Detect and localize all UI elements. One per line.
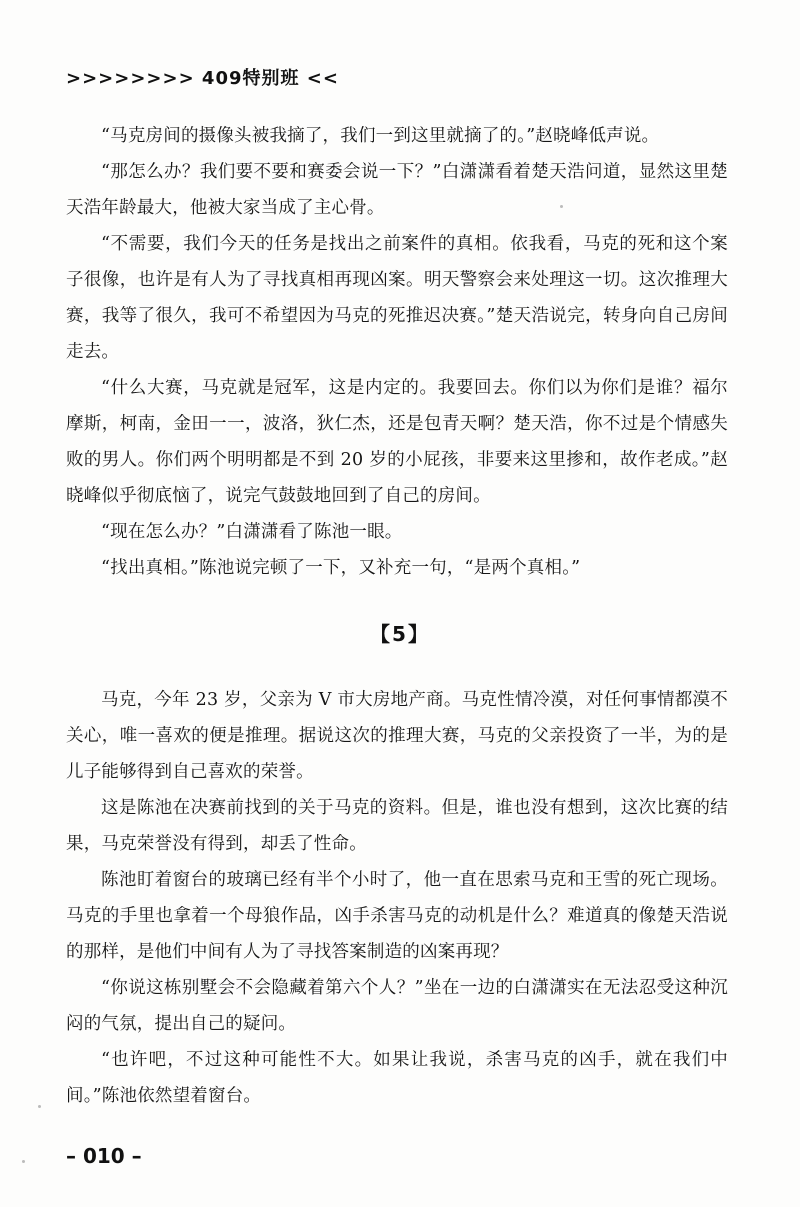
paragraph: “现在怎么办？”白潇潇看了陈池一眼。 xyxy=(101,522,403,542)
paragraph: “那怎么办？我们要不要和赛委会说一下？”白潇潇看着楚天浩问道，显然这里楚天浩年龄最大，他被大家当成了主心骨。 xyxy=(66,162,728,218)
section-2-text xyxy=(66,682,728,1114)
scan-speck xyxy=(560,205,563,208)
paragraph: “什么大赛，马克就是冠军，这是内定的。我要回去。你们以为你们是谁？福尔摩斯，柯南，金田一一，波洛，狄仁杰，还是包青天啊？楚天浩，你不过是个情感失败的男人。你们两个明明都是不到 20 岁的小屁孩，非要来这里掺和，故作老成。”赵晓峰似乎彻底恼了，说完气鼓鼓地回到了自己的房间。 xyxy=(66,378,728,506)
paragraph: 陈池盯着窗台的玻璃已经有半个小时了，他一直在思索马克和王雪的死亡现场。马克的手里也拿着一个母狼作品，凶手杀害马克的动机是什么？难道真的像楚天浩说的那样，是他们中间有人为了寻找答案制造的凶案再现？ xyxy=(66,870,728,962)
page-number: – 010 – xyxy=(66,1144,142,1168)
running-header: >>>>>>>> 409特别班 << xyxy=(66,68,339,89)
paragraph: 马克，今年 23 岁，父亲为 V 市大房地产商。马克性情冷漠，对任何事情都漠不关心，唯一喜欢的便是推理。据说这次的推理大赛，马克的父亲投资了一半，为的是儿子能够得到自己喜欢的荣誉。 xyxy=(66,690,728,782)
section-1-text xyxy=(66,118,728,586)
paragraph: “你说这栋别墅会不会隐藏着第六个人？”坐在一边的白潇潇实在无法忍受这种沉闷的气氛，提出自己的疑问。 xyxy=(66,978,728,1034)
paragraph: “也许吧，不过这种可能性不大。如果让我说，杀害马克的凶手，就在我们中间。”陈池依然望着窗台。 xyxy=(66,1050,728,1106)
paragraph: “马克房间的摄像头被我摘了，我们一到这里就摘了的。”赵晓峰低声说。 xyxy=(101,126,660,146)
paragraph: 这是陈池在决赛前找到的关于马克的资料。但是，谁也没有想到，这次比赛的结果，马克荣誉没有得到，却丢了性命。 xyxy=(66,798,728,854)
section-heading: 【5】 xyxy=(370,622,430,646)
paragraph: “找出真相。”陈池说完顿了一下，又补充一句，“是两个真相。” xyxy=(101,558,581,578)
scan-speck xyxy=(38,1105,41,1108)
scan-speck xyxy=(22,1160,25,1163)
paragraph: “不需要，我们今天的任务是找出之前案件的真相。依我看，马克的死和这个案子很像，也许是有人为了寻找真相再现凶案。明天警察会来处理这一切。这次推理大赛，我等了很久，我可不希望因为马克的死推迟决赛。”楚天浩说完，转身向自己房间走去。 xyxy=(66,234,728,362)
